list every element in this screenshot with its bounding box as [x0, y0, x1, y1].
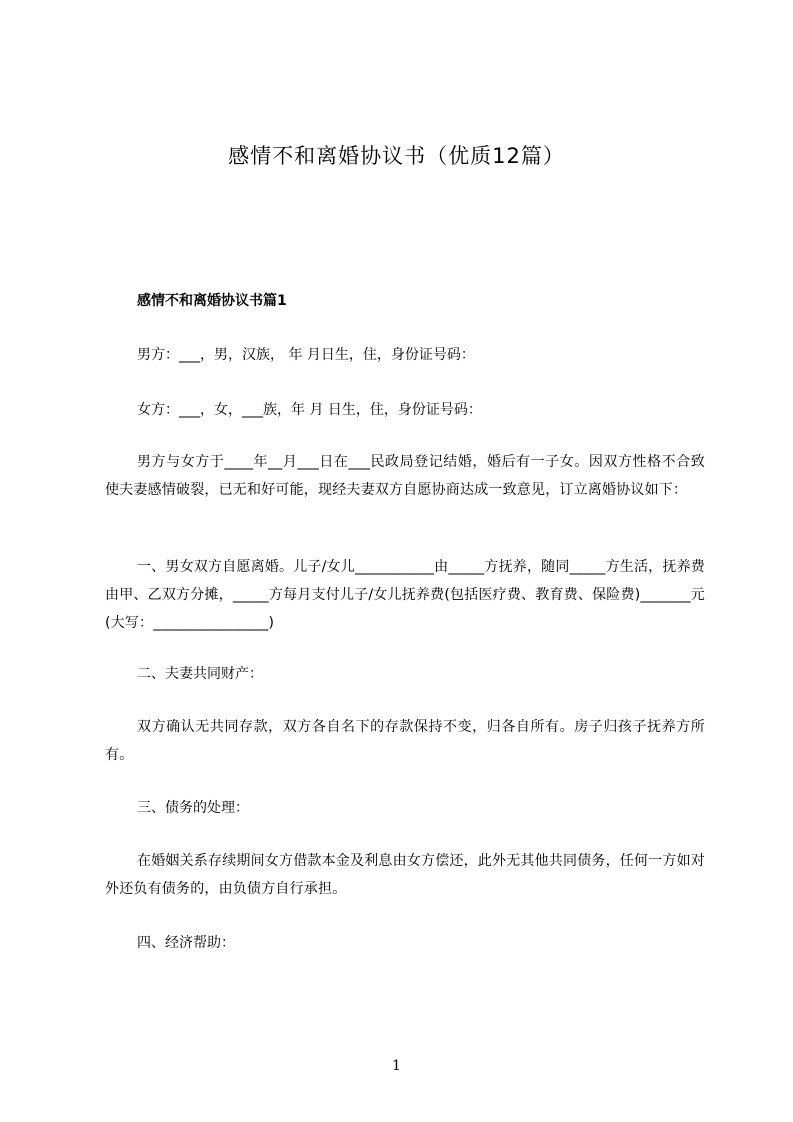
page-number: 1 [392, 1058, 401, 1074]
clause-2-paragraph: 双方确认无共同存款，双方各自名下的存款保持不变，归各自所有。房子归孩子抚养方所有。 [105, 719, 705, 763]
male-party-line: 男方：___，男，汉族， 年 月日生，住，身份证号码： [137, 347, 475, 363]
clause-3-paragraph: 在婚姻关系存续期间女方借款本金及利息由女方偿还，此外无其他共同债务，任何一方如对外还负有债务的，由负债方自行承担。 [105, 853, 705, 897]
document-title: 感情不和离婚协议书（优质12篇） [228, 144, 565, 168]
female-party-line: 女方：___，女，___族，年 月 日生，住，身份证号码： [137, 402, 482, 418]
section-heading: 感情不和离婚协议书篇1 [137, 293, 287, 309]
clause-4-heading: 四、经济帮助： [137, 935, 235, 951]
clause-3-heading: 三、债务的处理： [137, 800, 249, 816]
clause-2-heading: 二、夫妻共同财产： [137, 666, 263, 682]
intro-paragraph: 男方与女方于____年__月___日在___民政局登记结婚，婚后有一子女。因双方性格不合致使夫妻感情破裂，已无和好可能，现经夫妻双方自愿协商达成一致意见，订立离婚协议如下： [105, 454, 705, 498]
clause-1-paragraph: 一、男女双方自愿离婚。儿子/女儿___________由_____方抚养，随同_____方生活，抚养费由甲、乙双方分摊，_____方每月支付儿子/女儿抚养费(包括医疗费、教育费、保险费)_______元(大写：________________) [105, 559, 705, 631]
